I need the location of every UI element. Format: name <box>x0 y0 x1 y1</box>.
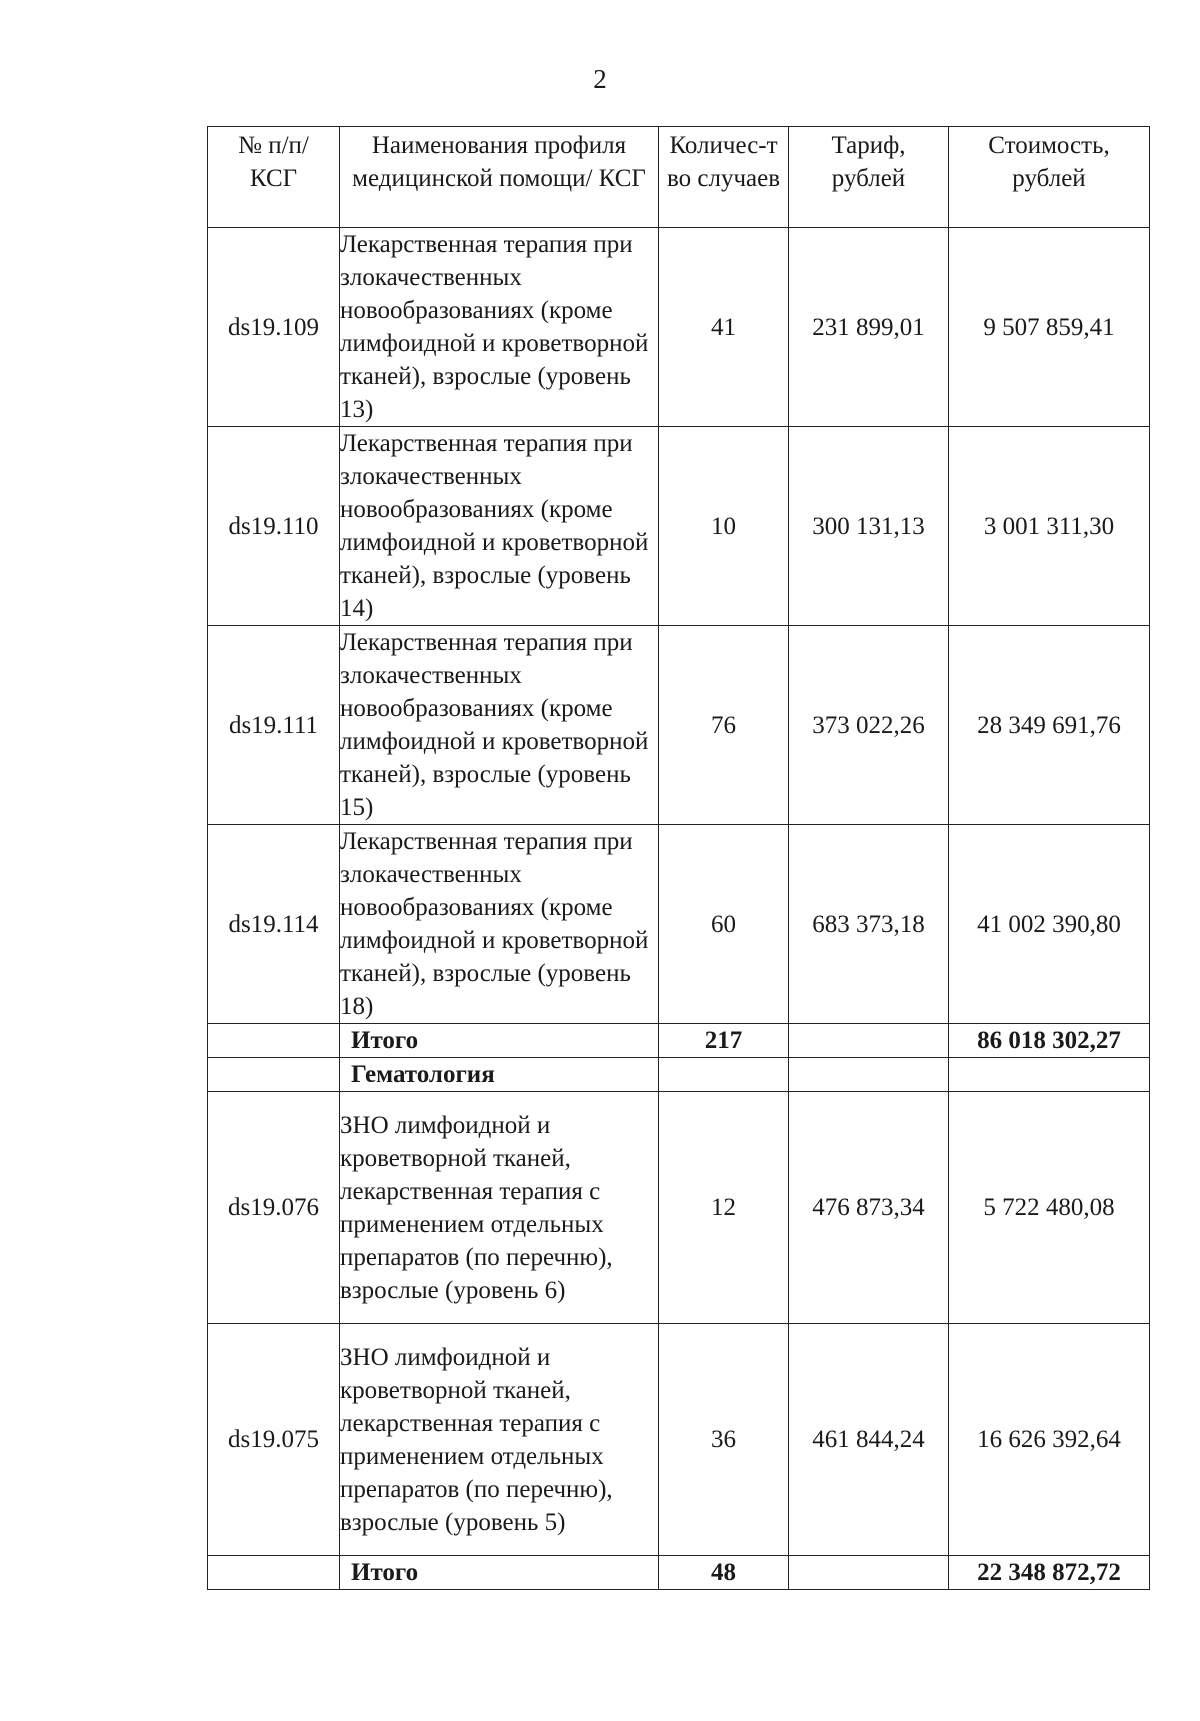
total-code-empty <box>208 1556 340 1590</box>
row-code: ds19.111 <box>208 626 340 825</box>
row-code: ds19.109 <box>208 228 340 427</box>
row-count: 41 <box>659 228 789 427</box>
total-row <box>208 1024 1150 1058</box>
row-name: ЗНО лимфоидной и кроветворной тканей, лекарственная терапия с применением отдельных препаратов (по перечню), взрослые (уровень 6) <box>340 1092 659 1324</box>
table-row <box>208 1324 1150 1556</box>
row-count: 12 <box>659 1092 789 1324</box>
total-count: 48 <box>659 1556 789 1590</box>
row-count: 60 <box>659 825 789 1024</box>
row-cost: 5 722 480,08 <box>949 1092 1150 1324</box>
table-row <box>208 228 1150 427</box>
total-code-empty <box>208 1024 340 1058</box>
row-cost: 16 626 392,64 <box>949 1324 1150 1556</box>
header-code: № п/п/ КСГ <box>208 127 340 228</box>
row-name: ЗНО лимфоидной и кроветворной тканей, лекарственная терапия с применением отдельных препаратов (по перечню), взрослые (уровень 5) <box>340 1324 659 1556</box>
row-count: 76 <box>659 626 789 825</box>
table-row <box>208 1092 1150 1324</box>
row-name: Лекарственная терапия при злокачественных новообразованиях (кроме лимфоидной и кроветворной тканей), взрослые (уровень 15) <box>340 626 659 825</box>
row-tariff: 683 373,18 <box>789 825 949 1024</box>
total-label: Итого <box>340 1024 659 1058</box>
table-row <box>208 825 1150 1024</box>
row-tariff: 373 022,26 <box>789 626 949 825</box>
table-header-row <box>208 127 1150 228</box>
total-cost: 86 018 302,27 <box>949 1024 1150 1058</box>
row-cost: 28 349 691,76 <box>949 626 1150 825</box>
row-name: Лекарственная терапия при злокачественных новообразованиях (кроме лимфоидной и кроветворной тканей), взрослые (уровень 14) <box>340 427 659 626</box>
total-count: 217 <box>659 1024 789 1058</box>
section-code-empty <box>208 1058 340 1092</box>
row-tariff: 231 899,01 <box>789 228 949 427</box>
section-tariff-empty <box>789 1058 949 1092</box>
header-count: Количес-тво случаев <box>659 127 789 228</box>
row-name: Лекарственная терапия при злокачественных новообразованиях (кроме лимфоидной и кроветворной тканей), взрослые (уровень 13) <box>340 228 659 427</box>
row-code: ds19.076 <box>208 1092 340 1324</box>
section-cost-empty <box>949 1058 1150 1092</box>
row-code: ds19.114 <box>208 825 340 1024</box>
row-tariff: 476 873,34 <box>789 1092 949 1324</box>
row-cost: 9 507 859,41 <box>949 228 1150 427</box>
tariff-table <box>207 126 1150 1590</box>
table-row <box>208 626 1150 825</box>
row-cost: 41 002 390,80 <box>949 825 1150 1024</box>
total-label: Итого <box>340 1556 659 1590</box>
row-name: Лекарственная терапия при злокачественных новообразованиях (кроме лимфоидной и кроветворной тканей), взрослые (уровень 18) <box>340 825 659 1024</box>
row-code: ds19.075 <box>208 1324 340 1556</box>
section-row <box>208 1058 1150 1092</box>
header-tariff: Тариф, рублей <box>789 127 949 228</box>
total-tariff-empty <box>789 1556 949 1590</box>
table-row <box>208 427 1150 626</box>
row-count: 10 <box>659 427 789 626</box>
header-name: Наименования профиля медицинской помощи/ КСГ <box>340 127 659 228</box>
header-cost: Стоимость, рублей <box>949 127 1150 228</box>
row-tariff: 300 131,13 <box>789 427 949 626</box>
row-tariff: 461 844,24 <box>789 1324 949 1556</box>
total-tariff-empty <box>789 1024 949 1058</box>
total-row <box>208 1556 1150 1590</box>
row-cost: 3 001 311,30 <box>949 427 1150 626</box>
page-number: 2 <box>593 64 607 94</box>
section-count-empty <box>659 1058 789 1092</box>
section-label: Гематология <box>340 1058 659 1092</box>
total-cost: 22 348 872,72 <box>949 1556 1150 1590</box>
row-code: ds19.110 <box>208 427 340 626</box>
row-count: 36 <box>659 1324 789 1556</box>
